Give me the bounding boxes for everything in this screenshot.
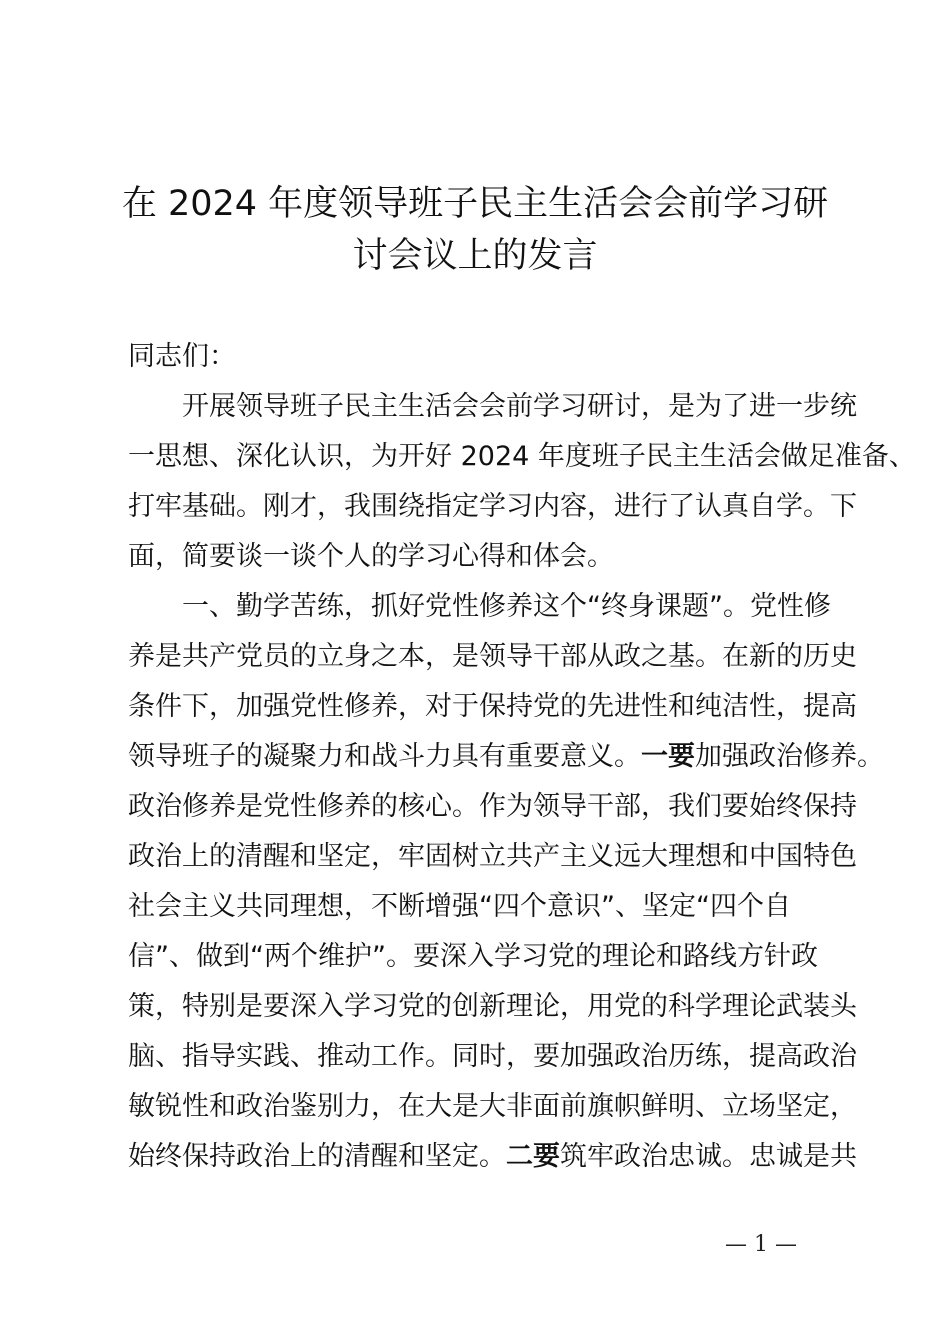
paragraph-2-line-12	[128, 1132, 857, 1182]
paragraph-2-line-4	[128, 732, 884, 782]
title-line-2: 讨会议上的发言	[352, 236, 598, 276]
title-line-1: 在 2024 年度领导班子民主生活会会前学习研	[121, 184, 829, 224]
paragraph-1-line-4: 面，简要谈一谈个人的学习心得和体会。	[128, 541, 614, 572]
document-body	[128, 332, 916, 1182]
paragraph-2-line-8: 信”、做到“两个维护”。要深入学习党的理论和路线方针政	[128, 941, 818, 972]
paragraph-1-line-1: 开展领导班子民主生活会会前学习研讨，是为了进一步统	[182, 391, 857, 422]
paragraph-1-line-2: 一思想、深化认识，为开好 2024 年度班子民主生活会做足准备、	[128, 441, 916, 472]
line-12-text-end: 筑牢政治忠诚。忠诚是共	[560, 1141, 857, 1172]
line-4-text: 领导班子的凝聚力和战斗力具有重要意义。	[128, 741, 641, 772]
line-4-text-end: 加强政治修养。	[695, 741, 884, 772]
paragraph-2-line-7: 社会主义共同理想，不断增强“四个意识”、坚定“四个自	[128, 891, 791, 922]
paragraph-2-line-6: 政治上的清醒和坚定，牢固树立共产主义远大理想和中国特色	[128, 841, 857, 872]
emphasis-er-yao: 二要	[506, 1141, 560, 1172]
paragraph-2-line-1: 一、勤学苦练，抓好党性修养这个“终身课题”。党性修	[182, 591, 831, 622]
paragraph-2-line-10: 脑、指导实践、推动工作。同时，要加强政治历练，提高政治	[128, 1041, 857, 1072]
line-12-text: 始终保持政治上的清醒和坚定。	[128, 1141, 506, 1172]
paragraph-1-line-3: 打牢基础。刚才，我围绕指定学习内容，进行了认真自学。下	[128, 491, 857, 522]
page-number: — 1 —	[725, 1232, 797, 1257]
paragraph-2-line-9: 策，特别是要深入学习党的创新理论，用党的科学理论武装头	[128, 991, 857, 1022]
paragraph-2-line-2: 养是共产党员的立身之本，是领导干部从政之基。在新的历史	[128, 641, 857, 672]
paragraph-2-line-11: 敏锐性和政治鉴别力，在大是大非面前旗帜鲜明、立场坚定，	[128, 1091, 857, 1122]
salutation: 同志们：	[128, 341, 236, 372]
paragraph-2-line-5: 政治修养是党性修养的核心。作为领导干部，我们要始终保持	[128, 791, 857, 822]
paragraph-2-line-3: 条件下，加强党性修养，对于保持党的先进性和纯洁性，提高	[128, 691, 857, 722]
emphasis-yi-yao: 一要	[641, 741, 695, 772]
document-title	[100, 178, 850, 282]
